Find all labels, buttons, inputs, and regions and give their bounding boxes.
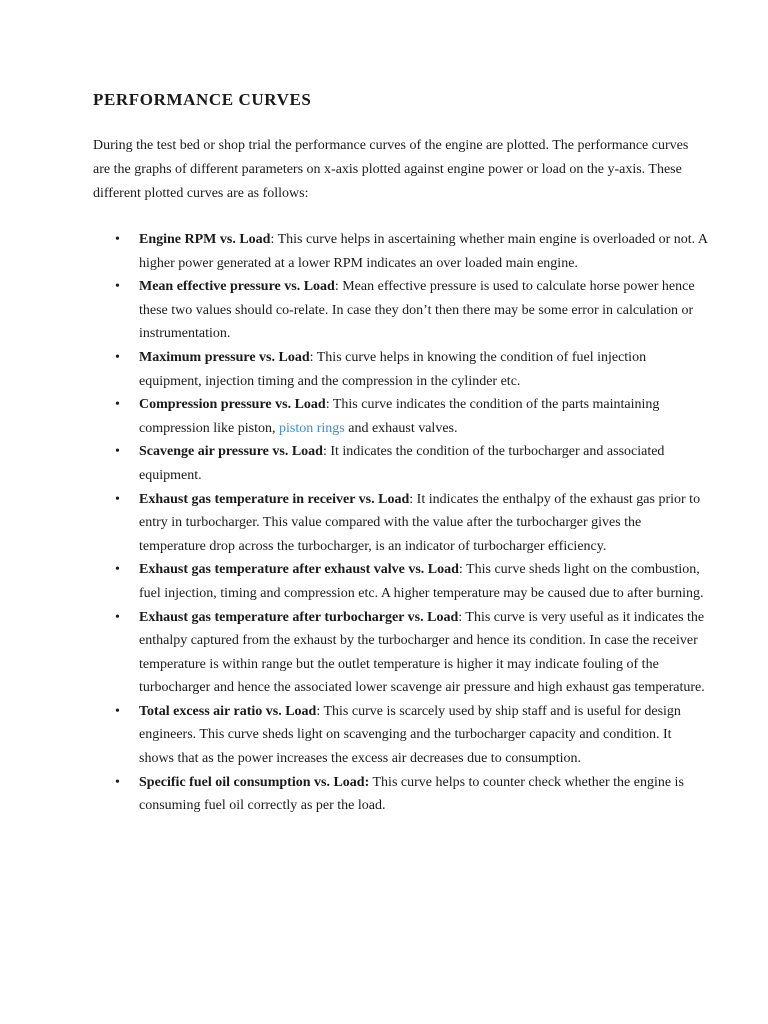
item-term: Exhaust gas temperature after exhaust valve vs. Load [139,562,459,578]
item-text: This curve helps in ascertaining whether main engine is overloaded or not. A higher power generated at a lower RPM indicates an over loaded main engine. [139,232,708,271]
item-term: Exhaust gas temperature after turbocharger vs. Load [139,609,459,625]
curve-list [93,228,708,818]
list-item [93,393,708,440]
item-separator: : [309,349,314,365]
bullet-icon: • [115,703,120,719]
item-term: Engine RPM vs. Load [139,232,271,247]
item-text: This curve sheds light on the combustion, fuel injection, timing and compression etc. A higher temperature may be caused due to after burning. [139,562,704,601]
item-text-after: and exhaust valves. [344,420,458,436]
item-text: This curve indicates the condition of the parts maintaining compression like piston, [139,397,660,436]
bullet-icon: • [115,609,120,625]
item-text: It indicates the enthalpy of the exhaust gas prior to entry in turbocharger. This value compared with the value after the turbocharger gives the temperature drop across the turbocharger, is an indicator of turbocharger efficiency. [139,491,701,554]
item-term: Compression pressure vs. Load [139,397,326,413]
bullet-icon: • [115,774,120,790]
item-text: It indicates the condition of the turbocharger and associated equipment. [139,444,665,483]
bullet-icon: • [115,349,120,365]
list-item [93,440,708,487]
item-term: Total excess air ratio vs. Load [139,703,317,719]
item-text: Mean effective pressure is used to calculate horse power hence these two values should co-relate. In case they don’t then there may be some error in calculation or instrumentation. [139,279,695,342]
item-term: Scavenge air pressure vs. Load [139,444,323,460]
piston-rings-link[interactable]: piston rings [279,420,345,436]
document-page [93,88,708,818]
list-item [93,488,708,559]
list-item [93,606,708,700]
item-text: This curve is very useful as it indicates the enthalpy captured from the exhaust by the turbocharger and hence its condition. In case the receiver temperature is within range but the outlet temperature is higher it may indicate fouling of the turbocharger and hence the associated lower scavenge air pressure and high exhaust gas temperature. [139,609,705,696]
item-term: Exhaust gas temperature in receiver vs. Load [139,491,410,507]
item-text: This curve helps to counter check whether the engine is consuming fuel oil correctly as per the load. [139,774,684,814]
bullet-icon: • [115,397,120,413]
item-text: This curve helps in knowing the condition of fuel injection equipment, injection timing and the compression in the cylinder etc. [139,349,647,389]
item-separator: : [458,609,463,625]
item-separator: : [322,444,327,460]
item-term: Specific fuel oil consumption vs. Load: [139,774,370,790]
bullet-icon: • [115,232,120,247]
item-text: This curve is scarcely used by ship staff and is useful for design engineers. This curve sheds light on scavenging and the turbocharger capacity and condition. It shows that as the power increases the excess air decreases due to consumption. [139,703,681,767]
bullet-icon: • [115,444,120,460]
intro-paragraph: During the test bed or shop trial the performance curves of the engine are plotted. The performance curves are the graphs of different parameters on x-axis plotted against engine power or load on the y-axis. These different plotted curves are as follows: [93,138,689,201]
item-separator: : [458,562,463,578]
list-item [93,275,708,346]
list-item [93,558,708,605]
bullet-icon: • [115,279,120,295]
bullet-icon: • [115,491,120,507]
item-separator: : [316,703,321,719]
item-term: Mean effective pressure vs. Load [139,279,335,295]
page-title: PERFORMANCE CURVES [93,90,312,109]
item-term: Maximum pressure vs. Load [139,349,310,365]
bullet-icon: • [115,562,120,578]
item-separator: : [325,397,330,413]
list-item [93,228,708,275]
list-item [93,771,708,818]
item-separator: : [409,491,414,507]
item-separator: : [270,232,275,247]
item-separator: : [334,279,339,295]
list-item [93,700,708,771]
list-item [93,346,708,393]
